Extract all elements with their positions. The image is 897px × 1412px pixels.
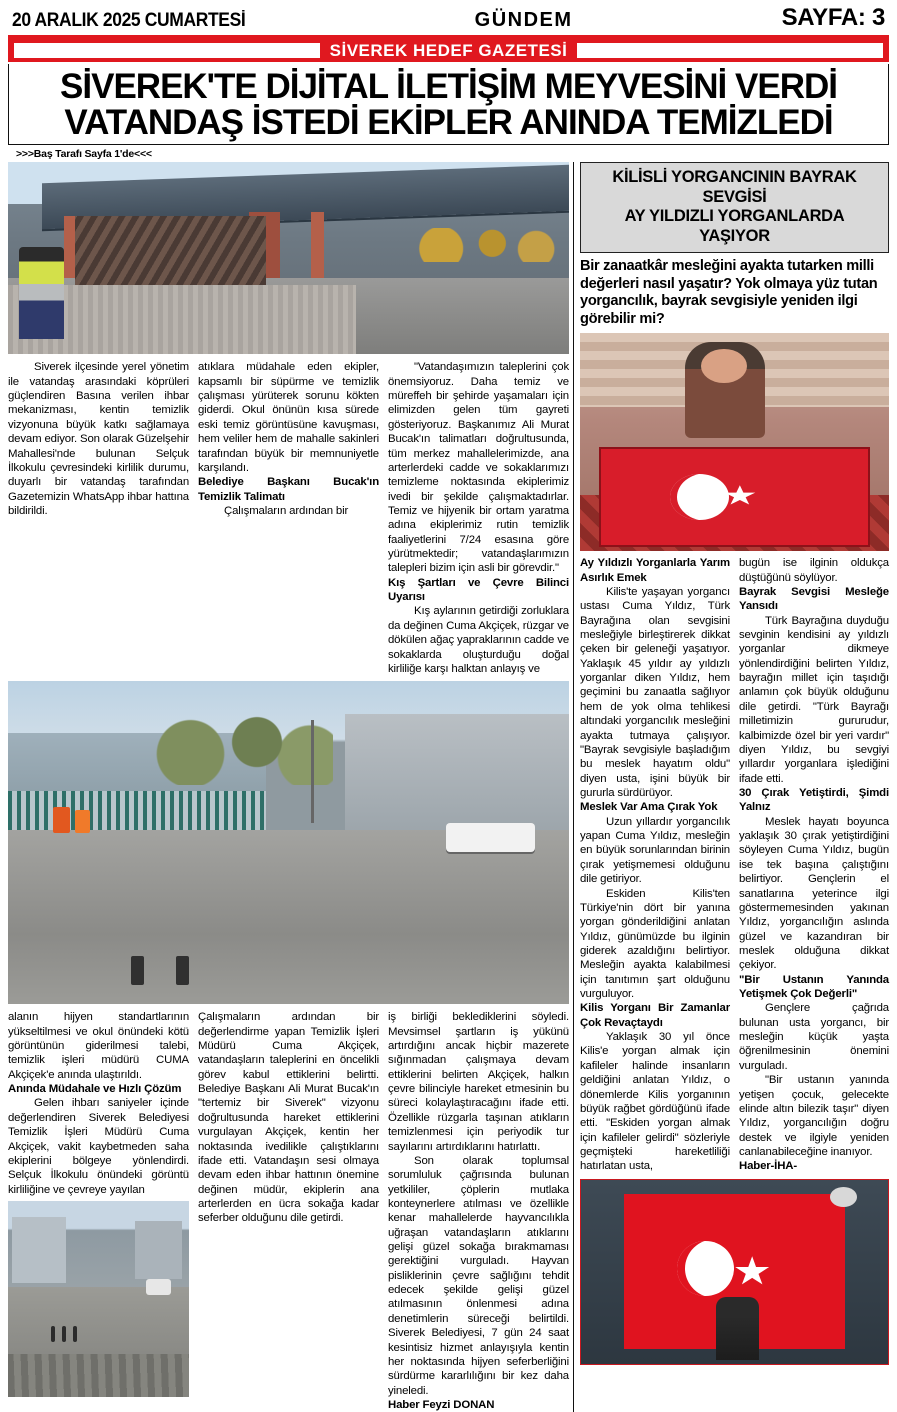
side-col1-paragraph-3: Eskiden Kilis'ten Türkiye'nin dört bir yanına yorgan gönderildiğini anlatan Yıldız, günümüzde bu ilginin giderek azaldığını belirtiyor. Mesleğin ayakta kalabilmesi için tanıtımın şart olduğunu vurguluyor. [580,887,730,1001]
lead-col2-paragraph-2: Çalışmaların ardından bir değerlendirme yapan Temizlik İşleri Müdürü Cuma Akçiçek, vatandaşların taleplerini en öncelikli görev kabul ettiklerini belirtti. Belediye Başkanı Ali Murat Bucak'ın "tertemiz bir Siverek" vizyonu doğrultusunda hareket ettiklerini vurgulayan Akçiçek, kentin her noktasında ivedilikle çalıştıklarını ifade etti. Vatandaşın sesi olmaya devam eden ihbar hattının önemine değinen müdür, ekiplerin ana arterlerden en ücra sokağa kadar seferber olduğunu dile getirdi. [198,1011,379,1225]
lead-column-4 [8,1010,189,1412]
photo-pedestrian-overpass [8,162,569,354]
side-col1-subheading-2: Meslek Var Ama Çırak Yok [580,801,718,814]
side-column-1 [580,556,730,1173]
side-col2-paragraph-1: bugün ise ilginin oldukça düştüğünü söylüyor. [739,557,889,584]
side-col2-paragraph-2: Türk Bayrağına duyduğu sevginin kendisini ay yıldızlı yorganlar dikmeye yönlendirdiğini belirten Yıldız, bayrağın millet için taşıdığı anlamın çok büyük olduğunu dile getirdi. "Türk Bayrağı milletimizin gururudur, kalbimizde özel bir yeri vardır" diyen Yıldız, bu sevgiyi yıllardır yorganlara işlediğini ifade etti. [739,614,889,785]
lead-headline-line-2: VATANDAŞ İSTEDİ EKİPLER ANINDA TEMİZLEDİ [64,102,833,142]
side-article-block [573,162,889,1412]
lead-col1-paragraph-2: alanın hijyen standartlarının yükseltilmesi ve okul önündeki kötü görüntünün giderilmesi talebi, temizlik işleri müdürü CUMA Akçiçek'e anında ulaştırıldı. [8,1011,189,1081]
lead-col1-paragraph-3: Gelen ihbarı saniyeler içinde değerlendiren Siverek Belediyesi Temizlik İşleri Müdürü Cuma Akçiçek, vakit kaybetmeden saha ekiplerini bölgeye yönlendirdi. Selçuk İlkokulu önündeki görüntü kirliliğine ve çevreye yayılan [8,1097,189,1196]
lead-col3-paragraph-3: iş birliği beklediklerini söyledi. Mevsimsel şartların iş yükünü artırdığını ancak hiçbir mazerete sığınmadan çalışmaya devam ettiklerini belirten Akçiçek, halkın çevre bilinciyle hareket etmesinin bu süreci kolaylaştıracağını ifade etti. Özellikle rüzgarla taşınan atıkların temizlenmesi için periyodik tur sayılarını artırdıklarını hatırlattı. [388,1011,569,1153]
lead-col2-paragraph-2-start: Çalışmaların ardından bir [224,504,349,517]
side-col1-paragraph-1: Kilis'te yaşayan yorgancı ustası Cuma Yıldız, Türk Bayrağına olan sevgisini mesleğiyle birleştirerek dikkat çeken bir geleneği yaşatıyor. Yaklaşık 45 yıldır ay yıldızlı yorganlar diken Yıldız, hem geçimini bu zanaatla sağlıyor hem de yok olma tehlikesi altındaki yorgancılık mesleğini ayakta tutmaya çalışıyor. "Bayrak sevgisiyle başladığım bu meslek hayatım oldu" diyen usta, işini büyük bir gururla sürdürüyor. [580,585,730,799]
side-article-byline: Haber-İHA- [739,1160,797,1173]
paper-name-banner [8,38,889,62]
photo-hanging-turkish-flag [580,1179,889,1365]
side-col2-subheading-2: 30 Çırak Yetiştirdi, Şimdi Yalnız [739,787,889,814]
photo-street-cleaning [8,681,569,1004]
paper-name-text: SİVEREK HEDEF GAZETESİ [320,41,578,61]
lead-col3-paragraph-2: Kış aylarının getirdiği zorluklara da değinen Cuma Akçiçek, rüzgar ve dökülen ağaç yapraklarının cadde ve sokaklarda oluşturduğu doğal kirliliğe karşı halktan anlayış ve [388,605,569,675]
lead-article-block [8,162,569,1412]
lead-column-3 [388,360,569,676]
side-col1-subheading-1: Ay Yıldızlı Yorganlarla Yarım Asırlık Emek [580,557,730,584]
lead-col3-paragraph-1: "Vatandaşımızın taleplerini çok önemsiyoruz. Daha temiz ve müreffeh bir şehirde yaşamaları için elimizden gelen tüm gayreti gösteriyoruz. Başkanımız Ali Murat Bucak'ın talimatları doğrultusunda, tüm merkez mahallelerimizde, ana arterlerdeki cadde ve sokaklarımızı temizleme noktasında ekiplerimiz ivedi bir şekilde çalışmaktadırlar. Temiz ve hijyenik bir ortam yaratma adına ekiplerimiz rutin temizlik faaliyetlerini 7/24 esasına göre yürütmektedir; vatandaşlarımızın talepleri bizim için asli bir görevdir." [388,361,569,575]
lead-column-1 [8,360,189,676]
lead-col2-paragraph-1: atıklara müdahale eden ekipler, kapsamlı bir süpürme ve temizlik çalışması yürüterek sorunu kökten giderdi. Okul önünün kısa sürede eski temiz görüntüsüne kavuşması, hem veliler hem de mahalle sakinleri tarafından büyük bir memnuniyetle karşılandı. [198,361,379,474]
lead-headline [15,69,882,140]
lead-article-byline: Haber Feyzi DONAN [388,1398,495,1411]
side-headline-line-3: YAŞIYOR [699,226,770,245]
lead-headline-box [8,64,889,145]
side-col2-paragraph-5: "Bir ustanın yanında yetişen çocuk, gelecekte elinde altın bilezik taşır" diyen Yıldız, yorgancılığın doğru destek ve ilgiyle yeniden canlanabileceğine inanıyor. [739,1074,889,1158]
masthead-page-number: SAYFA: 3 [781,4,885,31]
side-col2-subheading-3: "Bir Ustanın Yanında Yetişmek Çok Değerli" [739,973,889,1001]
side-col2-paragraph-3: Meslek hayatı boyunca yaklaşık 30 çırak yetiştirdiğini söyleyen Cuma Yıldız, bugün ise tek başına çalıştığını belirtiyor. Gençlerin el sanatlarına yeterince ilgi göstermemesinden yakınan Yıldız, yorgancılığın aslında güzel ve kazandıran bir meslek olduğuna dikkat çekiyor. [739,815,889,972]
side-headline-line-1: KİLİSLİ YORGANCININ BAYRAK SEVGİSİ [612,168,857,206]
side-col1-paragraph-4: Yaklaşık 30 yıl önce Kilis'e yorgan almak için kafileler halinde insanların geldiğini anlatan Yıldız, o dönemlerde Kilis yorganının büyük rağbet gördüğünü ifade etti. "Eskiden yorgan almak için kafileler gelirdi" sözleriyle geçmişteki hareketliliği hatırlatan usta, [580,1031,730,1173]
lead-article-columns-bottom [8,1010,569,1412]
lead-col3-paragraph-4: Son olarak toplumsal sorumluluk çağrısında bulunan yetkililer, çöplerin mutlaka konteynerlere atılması ve özellikle kenar mahallelerde hayvancılıkla uğraşan vatandaşların atıklarını gelişi güzel sokağa bırakmaması gerektiğini vurguladı. Hayvan pisliklerinin çevre sağlığını tehdit edecek şekilde gelişi güzel atılmasının önlenmesi adına denetimlerin süreceği belirtildi. Siverek Belediyesi, 7 gün 24 saat kesintisiz hizmet anlayışıyla kentin her noktasında hijyen seferberliğini sürdürme kararlılığını bir kez daha yineledi. [388,1154,569,1397]
continuation-note: >>>Baş Tarafı Sayfa 1'de<<< [16,148,152,161]
photo-road-surface [8,1201,189,1397]
lead-column-5 [198,1010,379,1412]
side-col1-paragraph-2: Uzun yıllardır yorgancılık yapan Cuma Yıldız, mesleğin en büyük sorunlarından birinin çırak yetişmemesi olduğunu dile getiriyor. [580,815,730,886]
photo-quilt-maker-with-flag [580,333,889,551]
side-headline-line-2: AY YILDIZLI YORGANLARDA [624,207,845,226]
lead-column-2 [198,360,379,676]
lead-headline-line-1: SİVEREK'TE DİJİTAL İLETİŞİM MEYVESİNİ VERDİ [60,67,837,106]
page-body [8,162,889,1412]
masthead [8,0,889,34]
lead-column-6 [388,1010,569,1412]
lead-col2-subheading-1: Belediye Başkanı Bucak'ın Temizlik Talimatı [198,476,379,503]
masthead-date: 20 ARALIK 2025 CUMARTESİ [12,10,246,31]
lead-article-columns-top [8,360,569,676]
side-col2-paragraph-4: Gençlere çağrıda bulunan usta yorgancı, bir mesleğin küçük yaşta öğrenilmesinin önemini vurguladı. [739,1002,889,1072]
lead-col3-subheading-1: Kış Şartları ve Çevre Bilinci Uyarısı [388,576,569,604]
lead-col1-subheading-1: Anında Müdahale ve Hızlı Çözüm [8,1083,182,1096]
side-article-lead: Bir zanaatkâr mesleğini ayakta tutarken milli değerleri nasıl yaşatır? Yok olmaya yüz tutan yorgancılık, bayrak sevgisiyle yeniden ilgi görebilir mi? [580,258,878,327]
masthead-section: GÜNDEM [474,9,573,31]
side-article-columns [580,556,889,1173]
side-col1-subheading-3: Kilis Yorganı Bir Zamanlar Çok Revaçtaydı [580,1002,730,1029]
side-col2-subheading-1: Bayrak Sevgisi Mesleğe Yansıdı [739,585,889,613]
side-column-2 [739,556,889,1173]
side-headline-box [580,162,889,253]
side-headline [585,168,884,246]
lead-col1-paragraph-1: Siverek ilçesinde yerel yönetim ile vatandaş arasındaki köprüleri güçlendiren Basına verilen ihbar mekanizması, kentin temizlik vizyonuna büyük katkı sağlamaya devam ediyor. Son olarak Güzelşehir Mahallesi'nde bulunan Selçuk İlkokulu çevresindeki kirlilik durumu, duyarlı bir vatandaş tarafından Gazetemizin WhatsApp ihbar hattına bildirildi. [8,361,189,517]
